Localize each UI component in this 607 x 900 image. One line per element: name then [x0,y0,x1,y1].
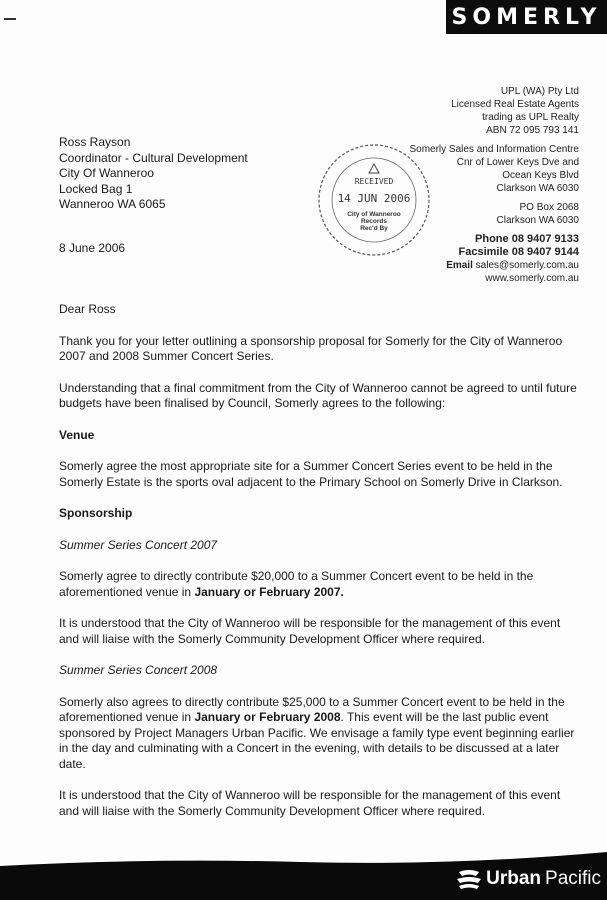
company-suburb: Clarkson WA 6030 [496,183,579,194]
company-name: UPL (WA) Pty Ltd [500,86,579,97]
stamp-line2: Records [360,218,388,225]
scan-mark [4,18,16,20]
paragraph-2007-management: It is understood that the City of Wanneroo will be responsible for the management of this event and will liaise with the Somerly Community Development Officer where required. [59,616,561,646]
recipient-address [59,135,248,213]
somerly-logo: SOMERLY [446,0,607,34]
company-centre: Somerly Sales and Information Centre [409,144,579,155]
paragraph-2008-contribution [59,695,579,773]
recipient-org: City Of Wanneroo [59,166,154,180]
company-web[interactable]: www.somerly.com.au [485,273,579,284]
subheading-2007: Summer Series Concert 2007 [59,537,218,552]
company-pobox: PO Box 2068 [519,202,579,213]
paragraph-commitment: Understanding that a final commitment from the City of Wanneroo cannot be agreed to until future budgets have been finalised by Council, Somerly agrees to the following: [59,380,577,410]
paragraph-intro: Thank you for your letter outlining a sponsorship proposal for Somerly for the City of Wanneroo 2007 and 2008 Summer Concert Series. [59,333,563,363]
paragraph-2008-management: It is understood that the City of Wanneroo will be responsible for the management of this event and will liaise with the Somerly Community Development Officer where required. [59,788,561,818]
subheading-2008: Summer Series Concert 2008 [59,663,218,677]
paragraph-2007-contribution [59,569,579,600]
company-abn: ABN 72 095 793 141 [486,125,579,136]
recipient-title: Coordinator - Cultural Development [59,150,248,165]
pacific-text: Pacific [545,868,601,889]
stamp-line1: City of Wanneroo [347,211,401,218]
urban-pacific-logo [456,868,601,890]
company-street: Cnr of Lower Keys Dve and [456,157,579,168]
sponsorship-heading: Sponsorship [59,506,133,520]
contribution-2008-text: Somerly also agrees to directly contribute $25,000 to a Summer Concert event to be held in the aforementioned venue in [59,694,565,724]
contribution-2007-text: Somerly agree to directly contribute $20,000 to a Summer Concert event to be held in the aforementioned venue in [59,569,534,599]
company-pobox-suburb: Clarkson WA 6030 [496,215,579,226]
company-fax: Facsimile 08 9407 9144 [458,246,579,258]
company-phone: Phone 08 9407 9133 [475,233,579,245]
recipient-name: Ross Rayson [59,135,131,149]
contribution-2008-dates: January or February 2008 [194,710,341,724]
contribution-2008-details: . This event will be the last public event sponsored by Project Managers Urban Pacific. We envisage a family type event beginning earlier in the day and culminating with a Concert in the evening, with details to be discussed at a later date. [59,710,575,771]
company-street2: Ocean Keys Blvd [502,170,579,181]
recipient-suburb: Wanneroo WA 6065 [59,197,166,211]
urban-pacific-icon [456,868,482,890]
recipient-bag: Locked Bag 1 [59,181,133,196]
email-label: Email [446,260,473,271]
letter-date: 8 June 2006 [59,241,126,255]
company-line3: trading as UPL Realty [482,112,579,123]
salutation: Dear Ross [59,302,116,316]
received-stamp [315,140,433,260]
stamp-date: 14 JUN 2006 [337,192,411,205]
urban-text: Urban [486,868,542,889]
company-email[interactable]: sales@somerly.com.au [475,260,579,271]
contribution-2007-dates: January or February 2007. [194,584,344,599]
stamp-line3: Rec'd By [360,225,388,232]
paragraph-venue: Somerly agree the most appropriate site for a Summer Concert Series event to be held in the Somerly Estate is the sports oval adjacent to the Primary School on Somerly Drive in Clarkson. [59,459,563,489]
letter-body [59,302,579,835]
stamp-received: RECEIVED [354,177,394,186]
company-line2: Licensed Real Estate Agents [451,99,579,110]
venue-heading: Venue [59,427,95,442]
